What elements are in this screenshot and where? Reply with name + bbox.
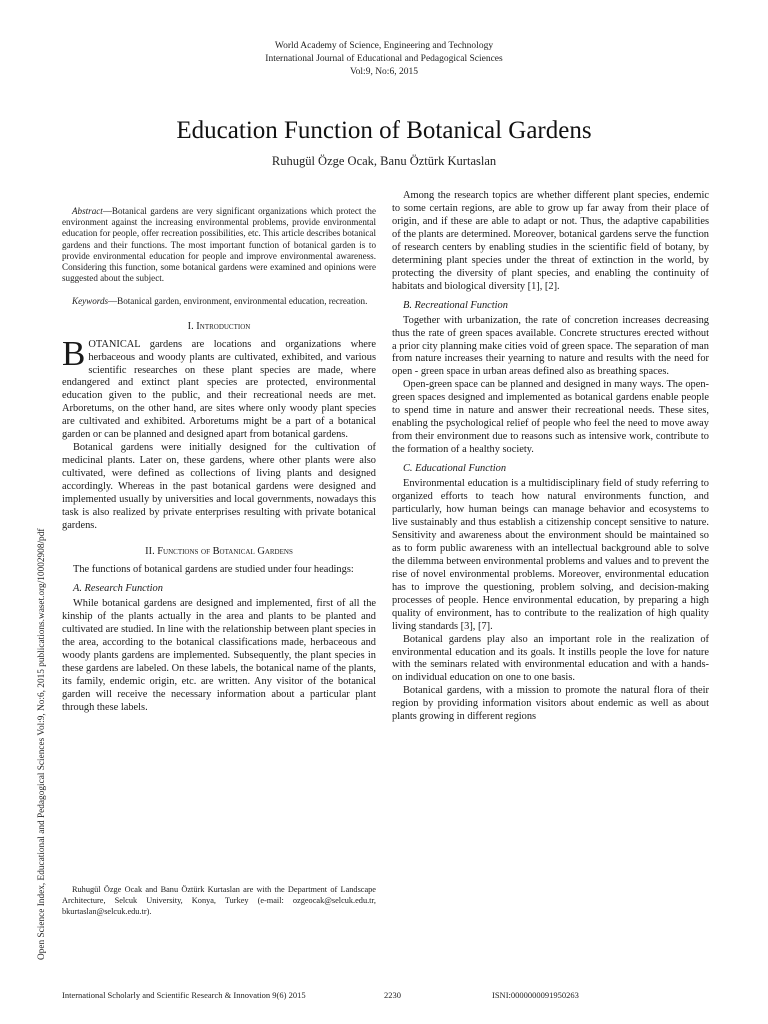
side-margin-citation: Open Science Index, Educational and Pedagogical Sciences Vol:9, No:6, 2015 publications.waset.org/10002908/pdf — [37, 528, 47, 960]
research-paragraph-1: While botanical gardens are designed and implemented, first of all the kinship of the plants actually in the area and plants to be planted and cultivated are studied. In line with the relationship between plant species in the area, according to the botanical classifications made, herbaceous and woody plants gardens are implemented. Subsequently, the plant species in these gardens are labeled. On these labels, the botanical name of the plants, its family, endemic origin, etc. are written. Any visitor of the botanical garden will receive the necessary information about a particular plant through these labels. — [62, 597, 376, 713]
header-line-1: World Academy of Science, Engineering and Technology — [274, 41, 494, 51]
subsection-heading-research: A. Research Function — [73, 582, 163, 594]
recreation-paragraph-2: Open-green space can be planned and designed in many ways. The open-green spaces designed and implemented as botanical gardens enable people to spend time in nature and answer their recreational needs. These sites, enabling the psychological relief of people who feel the need to move away from their environment due to reasons such as intensive work, contribute to the formation of a healthy society. — [392, 379, 709, 456]
keywords-label: Keywords — [72, 296, 109, 307]
intro-paragraph-1 — [62, 333, 376, 443]
footer-publisher: International Scholarly and Scientific Research & Innovation 9(6) 2015 — [62, 990, 306, 1000]
journal-header — [0, 40, 768, 79]
section-heading-functions: II. Functions of Botanical Gardens — [145, 545, 293, 557]
recreation-paragraph-1: Together with urbanization, the rate of concretion increases decreasing thus the rate of green spaces available. Concrete structures erected without a prior city planning make cities void of green space. The separation of man from nature increases their yearning to nature and results with the need for open - green space in urban areas defined also as breathing spaces. — [392, 314, 709, 378]
research-paragraph-2: Among the research topics are whether different plant species, endemic to some certain regions, are able to grow up far away from their place of origin, and if these are able to adapt or not. Thus, the adaptive capabilities of the plants are determined. Moreover, botanical gardens serve the function of research centers by enabling studies in the scientific field of botany, by determining plant species under the threat of extinction in the world, by protecting the diversity of plant species, and enabling the continuity of habitats and biological diversity [1], [2]. — [392, 190, 709, 292]
education-paragraph-2: Botanical gardens play also an important role in the realization of environmental education and its goals. It instills people the love for nature with the seminars related with environmental education and with a hands-on individual education on one to one basis. — [392, 633, 709, 684]
drop-cap: B — [62, 333, 86, 373]
abstract — [62, 206, 376, 284]
paper-authors: Ruhugül Özge Ocak, Banu Öztürk Kurtaslan — [271, 154, 497, 168]
intro-paragraph-2: Botanical gardens were initially designed for the cultivation of medicinal plants. Later on, these gardens, where other plants were also cultivated, were defined as collections of living plants and designed accordingly. Whereas in the past botanical gardens were designed and implemented usually by universities and local governments, nowadays this task is also realized by private enterprises resulting with private botanical gardens. — [62, 442, 376, 531]
functions-paragraph-1: The functions of botanical gardens are studied under four headings: — [73, 563, 354, 575]
header-line-3: Vol:9, No:6, 2015 — [350, 67, 418, 77]
subsection-heading-recreational: B. Recreational Function — [403, 299, 508, 311]
header-line-2: International Journal of Educational and Pedagogical Sciences — [265, 54, 503, 64]
keywords — [62, 296, 376, 307]
abstract-label: Abstract — [72, 206, 103, 216]
footer-page-number: 2230 — [384, 990, 401, 1000]
keywords-text: —Botanical garden, environment, environmental education, recreation. — [108, 296, 368, 307]
education-paragraph-3: Botanical gardens, with a mission to promote the natural flora of their region by providing information visitors about endemic as well as about plants growing in different regions — [392, 685, 709, 723]
abstract-text: —Botanical gardens are very significant organizations which protect the environment against the increasing environmental problems, provide environmental education for people, offer recreation possibilities, etc. This article describes botanical gardens and their functions. The most important function of botanical garden is to provide environmental education for people and improve environmental awareness. Considering this function, some botanical gardens were examined and opinions were suggested about the subject. — [62, 206, 376, 284]
footer-isni: ISNI:0000000091950263 — [492, 990, 579, 1000]
right-column — [392, 190, 709, 724]
paper-title: Education Function of Botanical Gardens — [176, 117, 592, 144]
subsection-heading-educational: C. Educational Function — [403, 463, 507, 475]
intro-paragraph-1-text: OTANICAL gardens are locations and organizations where herbaceous and woody plants are cultivated, exhibited, and various scientific researches on these plant species are made, where endangered and extinct plant species are protected, environmental education given to the public, and their recreational needs are met. Arboretums, on the other hand, are sites where only woody plant species are cultivated and exhibited. Arboretums might be a part of a botanical garden or can be planned and designed apart from botanical gardens. — [62, 338, 376, 441]
education-paragraph-1: Environmental education is a multidisciplinary field of study referring to organized efforts to teach how natural environments function, and particularly, how human beings can manage behavior and ecosystems to live sustainably and thus establish a citizenship concept sensitive to nature. Sensitivity and awareness about the environment should be maintained so as to form public awareness with an intellectual background able to solve the dilemma between environmental problems and values and to prevent the rise of novel environmental problems. Moreover, environmental education has to improve the questioning, problem solving, and decision-making processes of people. Hence environmental education, by preparing a high quality of environment, has to contribute to the realization of high quality living standards [3], [7]. — [392, 478, 709, 632]
author-footnote: Ruhugül Özge Ocak and Banu Öztürk Kurtaslan are with the Department of Landscape Architecture, Selcuk University, Konya, Turkey (e-mail: ozgeocak@selcuk.edu.tr, bkurtaslan@selcuk.edu.tr). — [62, 885, 376, 916]
section-heading-introduction: I. Introduction — [187, 320, 251, 332]
left-column — [62, 206, 376, 714]
